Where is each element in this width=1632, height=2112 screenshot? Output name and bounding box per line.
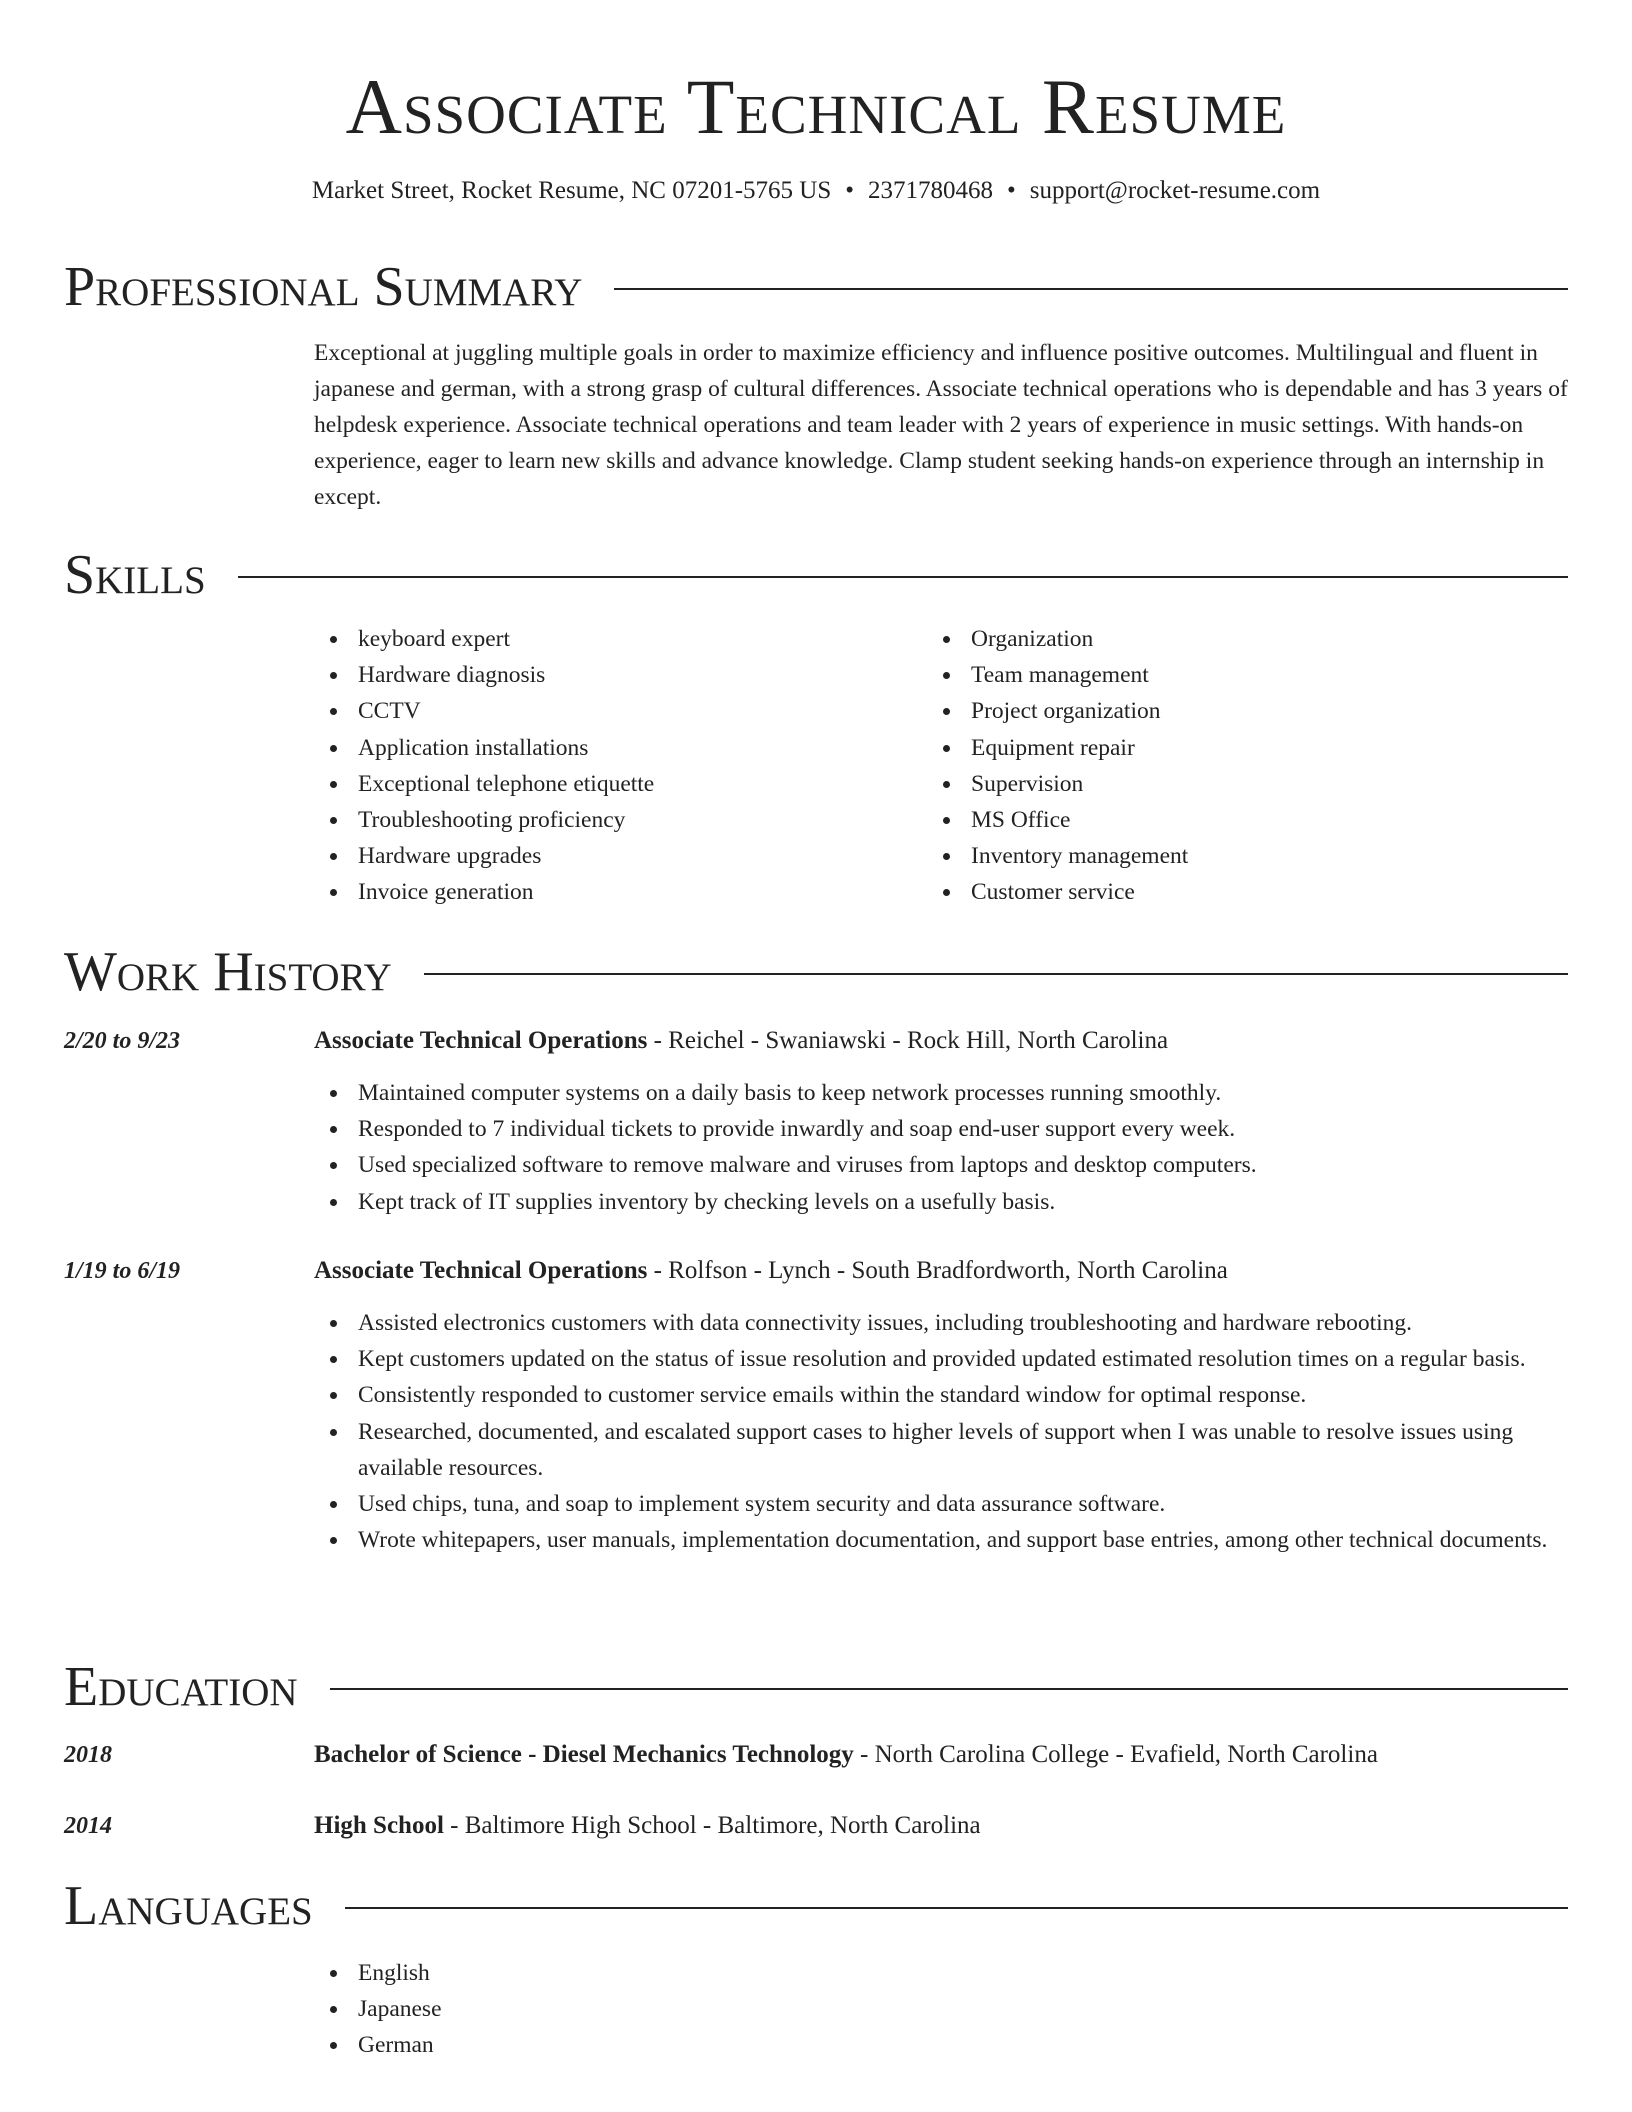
contact-address: Market Street, Rocket Resume, NC 07201-5765 US <box>311 177 832 204</box>
skill-item: Application installations <box>314 730 914 766</box>
job-bullet: Responded to 7 individual tickets to provide inwardly and soap end-user support every week. <box>314 1111 1568 1147</box>
job-bullet: Kept track of IT supplies inventory by checking levels on a usefully basis. <box>314 1184 1568 1220</box>
section-header-education <box>64 1657 1568 1717</box>
job-role: Associate Technical Operations <box>314 1257 648 1284</box>
skill-item: Inventory management <box>927 838 1527 874</box>
skills-column-right <box>927 621 1527 911</box>
job-date: 1/19 to 6/19 <box>64 1258 181 1284</box>
education-degree: Bachelor of Science - Diesel Mechanics Technology <box>314 1741 854 1768</box>
section-title-skills: Skills <box>64 544 206 606</box>
job-bullet: Consistently responded to customer service emails within the standard window for optimal response. <box>314 1377 1568 1413</box>
job-details: - Reichel - Swaniawski - Rock Hill, North Carolina <box>647 1027 1169 1054</box>
contact-separator: • <box>1007 177 1016 204</box>
job-bullets <box>314 1075 1568 1220</box>
section-title-languages: Languages <box>64 1875 313 1937</box>
education-date: 2018 <box>64 1742 112 1768</box>
contact-phone: 2371780468 <box>868 177 994 204</box>
section-divider <box>238 576 1568 578</box>
education-degree: High School <box>314 1812 444 1839</box>
skill-item: Organization <box>927 621 1527 657</box>
education-date: 2014 <box>64 1813 112 1839</box>
skills-column-left <box>314 621 914 911</box>
skill-item: Hardware upgrades <box>314 838 914 874</box>
skill-item: keyboard expert <box>314 621 914 657</box>
section-divider <box>424 973 1568 975</box>
language-item: German <box>314 2027 1568 2063</box>
skill-item: Exceptional telephone etiquette <box>314 766 914 802</box>
summary-text: Exceptional at juggling multiple goals in order to maximize efficiency and influence positive outcomes. Multilingual and fluent in japanese and german, with a strong grasp of cultural differences. Associate technical operations who is dependable and has 3 years of helpdesk experience. Associate technical operations and team leader with 2 years of experience in music settings. With hands-on experience, eager to learn new skills and advance knowledge. Clamp student seeking hands-on experience through an internship in except. <box>314 340 1568 510</box>
education-heading <box>314 1808 1568 1844</box>
job-bullets <box>314 1305 1568 1558</box>
job-bullet: Used chips, tuna, and soap to implement system security and data assurance software. <box>314 1486 1568 1522</box>
job-heading <box>314 1023 1568 1059</box>
contact-email[interactable]: support@rocket-resume.com <box>1029 177 1321 204</box>
skill-item: Troubleshooting proficiency <box>314 802 914 838</box>
skill-item: MS Office <box>927 802 1527 838</box>
section-header-skills <box>64 545 1568 605</box>
section-header-summary <box>64 257 1568 317</box>
section-header-languages <box>64 1876 1568 1936</box>
job-bullet: Assisted electronics customers with data connectivity issues, including troubleshooting and hardware rebooting. <box>314 1305 1568 1341</box>
section-divider <box>345 1907 1568 1909</box>
languages-list <box>314 1955 1568 2064</box>
job-bullet: Maintained computer systems on a daily basis to keep network processes running smoothly. <box>314 1075 1568 1111</box>
education-details: - Baltimore High School - Baltimore, North Carolina <box>443 1812 981 1839</box>
skill-item: Hardware diagnosis <box>314 657 914 693</box>
job-heading <box>314 1253 1568 1289</box>
job-bullet: Kept customers updated on the status of issue resolution and provided updated estimated resolution times on a regular basis. <box>314 1341 1568 1377</box>
section-title-summary: Professional Summary <box>64 256 583 318</box>
section-title-work: Work History <box>64 941 392 1003</box>
skill-item: CCTV <box>314 693 914 729</box>
skill-item: Supervision <box>927 766 1527 802</box>
section-divider <box>330 1688 1568 1690</box>
section-header-work <box>64 942 1568 1002</box>
section-divider <box>614 288 1568 290</box>
skill-item: Equipment repair <box>927 730 1527 766</box>
skill-item: Team management <box>927 657 1527 693</box>
education-details: - North Carolina College - Evafield, North Carolina <box>853 1741 1378 1768</box>
job-details: - Rolfson - Lynch - South Bradfordworth, North Carolina <box>647 1257 1228 1284</box>
language-item: English <box>314 1955 1568 1991</box>
skill-item: Project organization <box>927 693 1527 729</box>
skill-item: Invoice generation <box>314 874 914 910</box>
contact-line <box>0 176 1632 206</box>
language-item: Japanese <box>314 1991 1568 2027</box>
resume-title: Associate Technical Resume <box>345 63 1287 150</box>
skill-item: Customer service <box>927 874 1527 910</box>
job-role: Associate Technical Operations <box>314 1027 648 1054</box>
contact-separator: • <box>845 177 855 204</box>
job-bullet: Used specialized software to remove malware and viruses from laptops and desktop computers. <box>314 1147 1568 1183</box>
section-title-education: Education <box>64 1656 298 1718</box>
job-bullet: Wrote whitepapers, user manuals, implementation documentation, and support base entries, among other technical documents. <box>314 1522 1568 1558</box>
job-date: 2/20 to 9/23 <box>64 1028 181 1054</box>
education-heading <box>314 1737 1568 1773</box>
job-bullet: Researched, documented, and escalated support cases to higher levels of support when I was unable to resolve issues using available resources. <box>314 1414 1568 1486</box>
